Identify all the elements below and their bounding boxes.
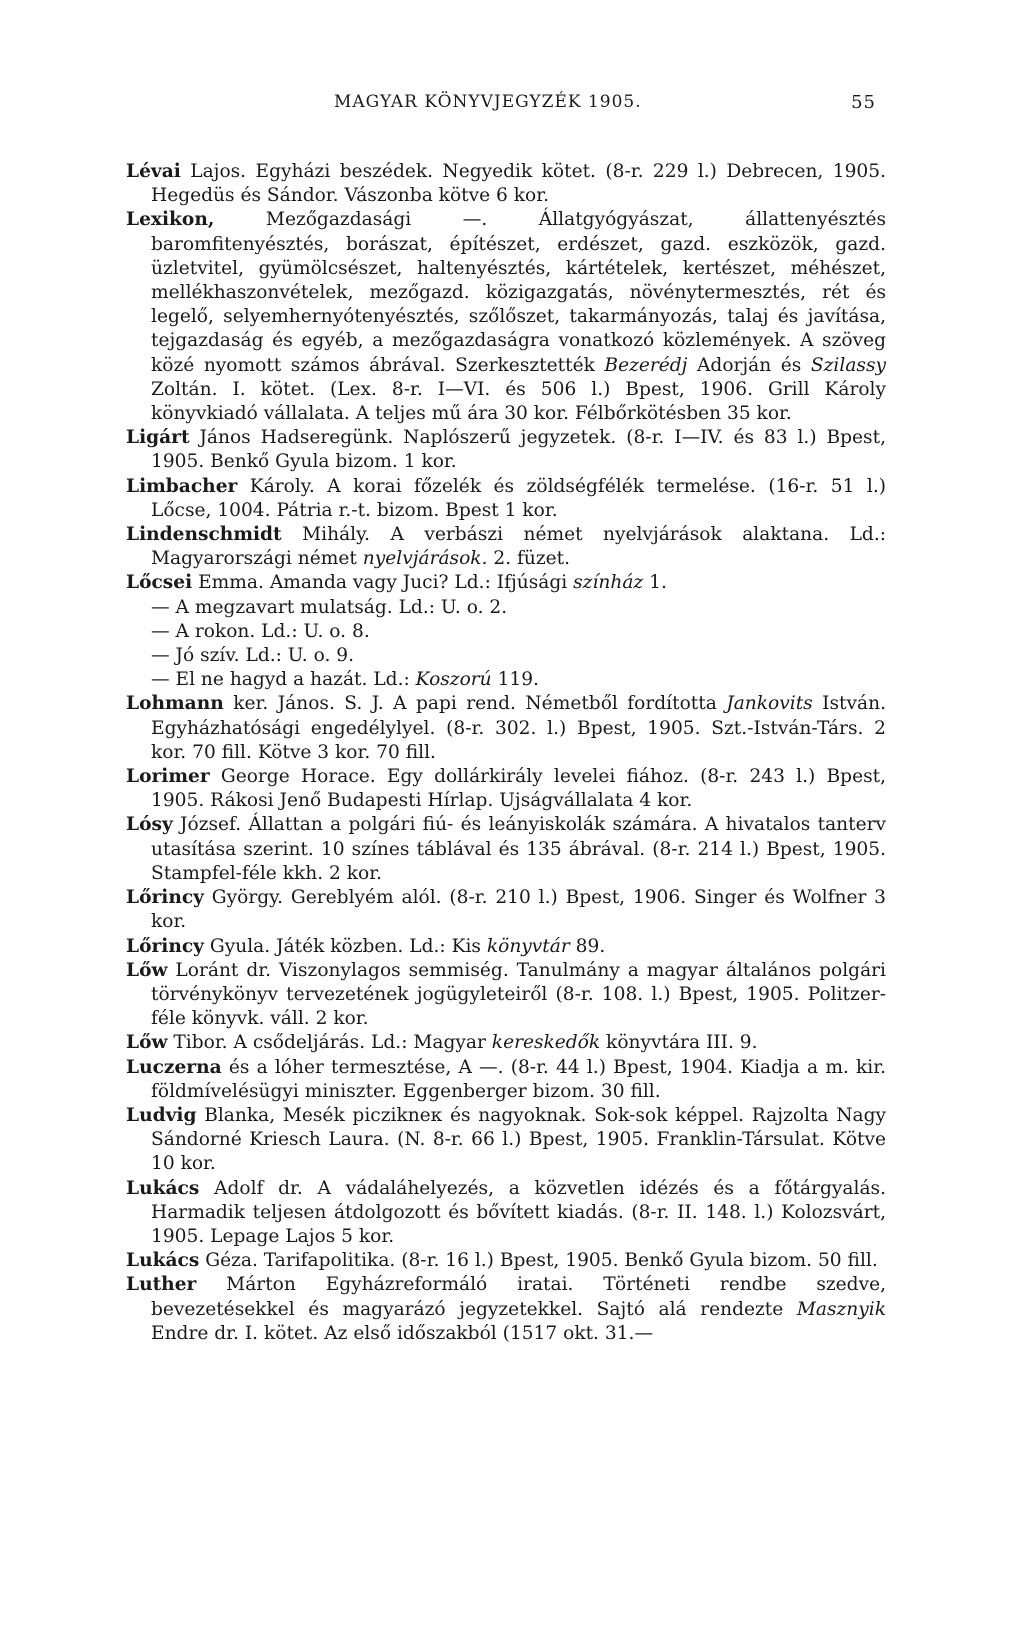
catalog-entry	[126, 426, 886, 474]
entry-author: Lukács	[126, 1250, 200, 1272]
entry-text: — A megzavart mulatság. Ld.: U. o. 2.	[151, 596, 508, 618]
entry-text: Endre dr. I. kötet. Az első időszakból (1517 okt. 31.—	[151, 1322, 654, 1344]
entry-text: ker. János. S. J. A papi rend. Németből fordította	[223, 693, 727, 715]
entry-text: Géza. Tarifapolitika. (8-r. 16 l.) Bpest, 1905. Benkő Gyula bizom. 50 fill.	[199, 1250, 878, 1272]
entry-author: Lőw	[126, 1032, 168, 1054]
entry-text: Mezőgazdasági —. Állatgyógyászat, állattenyésztés baromfitenyésztés, borászat, építészet, erdészet, gazd. eszközök, gazd. üzletvitel, gyümölcsészet, haltenyésztés, kártételek, kertészet, méhészet, mellékhaszonvételek, mezőgazd. közigazgatás, növénytermesztés, rét és legelő, selyemhernyótenyésztés, szőlőszet, takarmányozás, talaj és javítása, tejgazdaság és egyéb, a mezőgazdaságra vonatkozó közlemények. A szöveg közé nyomott számos ábrával. Szerkesztették	[151, 209, 886, 376]
catalog-entry	[126, 935, 886, 959]
entry-italic: Koszorú	[415, 669, 492, 691]
entry-author: Lőw	[126, 959, 168, 981]
entry-text: István. Egyházhatósági engedélylyel. (8-r. 302. l.) Bpest, 1905. Szt.-István-Társ. 2 kor. 70 fill. Kötve 3 kor. 70 fill.	[151, 693, 887, 763]
catalog-entry	[126, 1104, 886, 1177]
entry-italic: Szilassy	[810, 354, 886, 376]
catalog-entry	[126, 886, 886, 934]
entry-author: Lohmann	[126, 693, 224, 715]
entry-author: Lőrincy	[126, 935, 204, 957]
catalog-entry	[126, 765, 886, 813]
catalog-entries	[126, 160, 886, 1346]
catalog-entry	[126, 692, 886, 765]
catalog-entry	[126, 571, 886, 595]
page-header	[124, 92, 876, 122]
entry-italic: Bezerédj	[604, 354, 688, 376]
entry-text: Adolf dr. A vádaláhelyezés, a közvetlen idézés és a főtárgyalás. Harmadik teljesen átdolgozott és bővített kiadás. (8-r. II. 148. l.) Kolozsvárt, 1905. Lepage Lajos 5 kor.	[151, 1177, 886, 1247]
entry-text: George Horace. Egy dollárkirály levelei fiához. (8-r. 243 l.) Bpest, 1905. Rákosi Jenő Budapesti Hírlap. Ujságvállalata 4 kor.	[151, 766, 886, 812]
entry-text: — El ne hagyd a hazát. Ld.:	[151, 669, 416, 691]
entry-text: Tibor. A csődeljárás. Ld.: Magyar	[167, 1032, 492, 1054]
entry-author: Lorimer	[126, 766, 210, 788]
entry-author: Lexikon,	[126, 209, 215, 231]
entry-author: Lévai	[126, 161, 181, 182]
sub-entry	[126, 620, 886, 644]
entry-text: Emma. Amanda vagy Juci? Ld.: Ifjúsági	[192, 572, 574, 594]
catalog-entry	[126, 475, 886, 523]
entry-text: 2. füzet.	[487, 548, 571, 570]
entry-italic: Masznyik	[796, 1298, 886, 1320]
catalog-entry	[126, 1177, 886, 1250]
page-number: 55	[851, 92, 876, 113]
entry-author: Ligárt	[126, 427, 190, 449]
entry-text: 119.	[491, 669, 539, 691]
entry-author: Lőrincy	[126, 887, 204, 909]
entry-text: Lajos. Egyházi beszédek. Negyedik kötet. (8-r. 229 l.) Debrecen, 1905. Hegedüs és Sándor. Vászonba kötve 6 kor.	[151, 161, 886, 207]
catalog-entry	[126, 1031, 886, 1055]
sub-entry	[126, 596, 886, 620]
sub-entry	[126, 644, 886, 668]
entry-text: Márton Egyházreformáló iratai. Történeti rendbe szedve, bevezetésekkel és magyarázó jegyzetekkel. Sajtó alá rendezte	[151, 1274, 886, 1320]
catalog-entry	[126, 813, 886, 886]
entry-text: 1.	[643, 572, 667, 594]
catalog-entry	[126, 1273, 886, 1346]
entry-text: Loránt dr. Viszonylagos semmiség. Tanulmány a magyar általános polgári törvénykönyv tervezetének jogügyleteiről (8-r. 108. l.) Bpest, 1905. Politzer-féle könyvk. váll. 2 kor.	[151, 959, 886, 1030]
entry-italic: kereskedők	[491, 1032, 601, 1054]
entry-author: Lósy	[126, 814, 173, 836]
entry-text: 89.	[569, 935, 606, 957]
entry-text: József. Állattan a polgári fiú- és leányiskolák számára. A hivatalos tanterv utasítása szerint. 10 színes táblával és 135 ábrával. (8-r. 214 l.) Bpest, 1905. Stampfel-féle kkh. 2 kor.	[151, 814, 886, 884]
entry-text: könyvtára III. 9.	[600, 1032, 758, 1054]
running-title: MAGYAR KÖNYVJEGYZÉK 1905.	[334, 92, 642, 112]
entry-text: — A rokon. Ld.: U. o. 8.	[151, 620, 370, 642]
catalog-entry	[126, 1249, 886, 1273]
entry-author: Lőcsei	[126, 572, 193, 594]
entry-text: Zoltán. I. kötet. (Lex. 8-r. I—VI. és 506 l.) Bpest, 1906. Grill Károly könyvkiadó vállalata. A teljes mű ára 30 kor. Félbőrkötésben 35 kor.	[151, 378, 886, 425]
entry-author: Luczerna	[126, 1056, 222, 1078]
entry-text: Gyula. Játék közben. Ld.: Kis	[203, 935, 487, 957]
entry-text: Károly. A korai főzelék és zöldségfélék termelése. (16-r. 51 l.) Lőcse, 1004. Pátria r.-t. bizom. Bpest 1 kor.	[151, 475, 886, 521]
entry-author: Lindenschmidt	[126, 524, 282, 546]
entry-author: Ludvig	[126, 1104, 197, 1126]
catalog-entry	[126, 959, 886, 1032]
entry-author: Lukács	[126, 1177, 200, 1199]
entry-italic: nyelvjárások.	[362, 548, 488, 570]
entry-text: — Jó szív. Ld.: U. o. 9.	[151, 645, 355, 667]
sub-entry	[126, 668, 886, 692]
entry-italic: könyvtár	[486, 935, 570, 957]
catalog-entry	[126, 523, 886, 571]
entry-author: Luther	[126, 1274, 197, 1296]
entry-text: és a lóher termesztése, A —. (8-r. 44 l.) Bpest, 1904. Kiadja a m. kir. földmívelésügyi miniszter. Eggenberger bizom. 30 fill.	[151, 1056, 886, 1102]
entry-author: Limbacher	[126, 475, 238, 497]
catalog-entry	[126, 208, 886, 426]
entry-text: György. Gereblyém alól. (8-r. 210 l.) Bpest, 1906. Singer és Wolfner 3 kor.	[151, 887, 886, 933]
catalog-entry	[126, 160, 886, 208]
entry-italic: színház	[573, 572, 644, 594]
entry-text: Adorján és	[687, 354, 811, 376]
entry-italic: Jankovits	[726, 693, 813, 715]
entry-text: Blanka, Mesék piczikneк és nagyoknak. Sok-sok képpel. Rajzolta Nagy Sándorné Kriesch Laura. (N. 8-r. 66 l.) Bpest, 1905. Franklin-Társulat. Kötve 10 kor.	[151, 1104, 886, 1175]
entry-text: Mihály. A verbászi német nyelvjárások alaktana. Ld.: Magyarországi német	[151, 524, 886, 570]
catalog-entry	[126, 1056, 886, 1104]
entry-text: János Hadseregünk. Naplószerű jegyzetek. (8-r. I—IV. és 83 l.) Bpest, 1905. Benkő Gyula bizom. 1 kor.	[151, 427, 886, 473]
